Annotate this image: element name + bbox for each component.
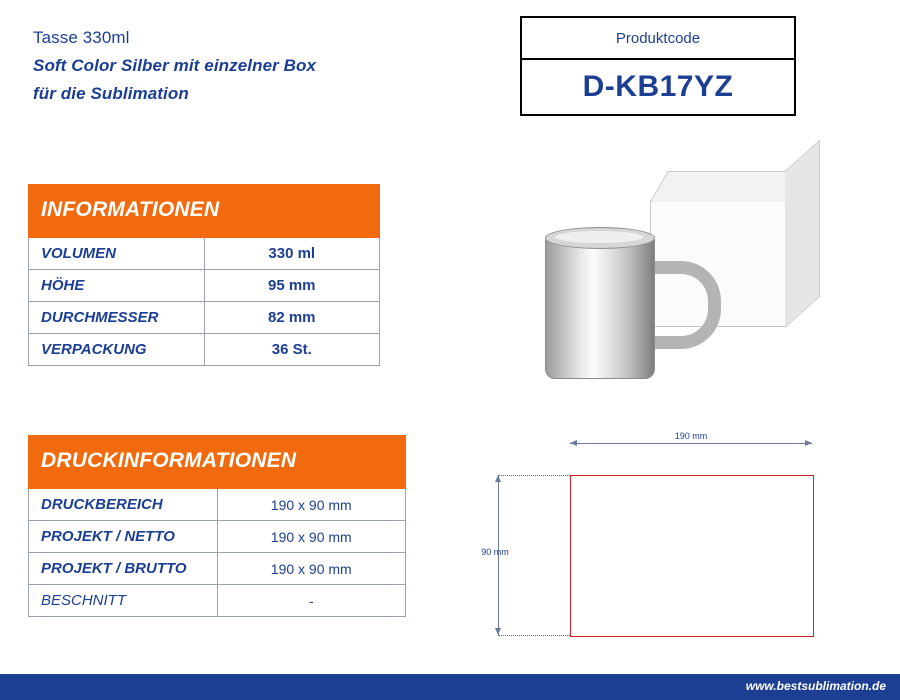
title-line-1: Tasse 330ml bbox=[33, 28, 130, 47]
width-dimension-arrow bbox=[570, 443, 812, 444]
table-row bbox=[29, 553, 406, 585]
row-value-projekt-brutto: 190 x 90 mm bbox=[217, 553, 406, 585]
row-label-durchmesser: DURCHMESSER bbox=[29, 302, 205, 334]
table-row bbox=[29, 334, 380, 366]
product-illustration bbox=[505, 175, 875, 410]
table-header-row bbox=[29, 436, 406, 489]
table-row bbox=[29, 270, 380, 302]
table-row bbox=[29, 238, 380, 270]
table-header-row bbox=[29, 185, 380, 238]
footer-bar bbox=[0, 674, 900, 700]
information-table bbox=[28, 184, 380, 366]
print-area-diagram bbox=[470, 425, 870, 655]
print-table-title: DRUCKINFORMATIONEN bbox=[29, 436, 406, 489]
print-information-table bbox=[28, 435, 406, 617]
row-value-volumen: 330 ml bbox=[204, 238, 380, 270]
mug-body bbox=[545, 235, 655, 379]
row-value-beschnitt: - bbox=[217, 585, 406, 617]
row-label-druckbereich: DRUCKBEREICH bbox=[29, 489, 218, 521]
product-code-label: Produktcode bbox=[522, 18, 794, 60]
row-label-projekt-netto: PROJEKT / NETTO bbox=[29, 521, 218, 553]
product-code-value: D-KB17YZ bbox=[582, 70, 734, 103]
height-dimension-label: 90 mm bbox=[481, 547, 509, 557]
row-value-projekt-netto: 190 x 90 mm bbox=[217, 521, 406, 553]
footer-website-url[interactable]: www.bestsublimation.de bbox=[745, 679, 886, 693]
row-label-hoehe: HÖHE bbox=[29, 270, 205, 302]
print-area-rectangle bbox=[570, 475, 814, 637]
table-row bbox=[29, 302, 380, 334]
row-value-durchmesser: 82 mm bbox=[204, 302, 380, 334]
guide-line-left bbox=[498, 475, 570, 476]
title-line-3: für die Sublimation bbox=[33, 84, 189, 103]
page-title bbox=[33, 24, 473, 108]
table-row bbox=[29, 521, 406, 553]
product-code-box bbox=[520, 16, 796, 116]
title-line-2: Soft Color Silber mit einzelner Box bbox=[33, 56, 317, 75]
table-row bbox=[29, 585, 406, 617]
row-label-verpackung: VERPACKUNG bbox=[29, 334, 205, 366]
row-value-hoehe: 95 mm bbox=[204, 270, 380, 302]
row-value-verpackung: 36 St. bbox=[204, 334, 380, 366]
width-dimension-label: 190 mm bbox=[674, 431, 708, 441]
row-label-volumen: VOLUMEN bbox=[29, 238, 205, 270]
row-label-projekt-brutto: PROJEKT / BRUTTO bbox=[29, 553, 218, 585]
table-row bbox=[29, 489, 406, 521]
row-value-druckbereich: 190 x 90 mm bbox=[217, 489, 406, 521]
information-table-title: INFORMATIONEN bbox=[29, 185, 380, 238]
mug-rim-inner bbox=[555, 231, 643, 243]
row-label-beschnitt: BESCHNITT bbox=[29, 585, 218, 617]
